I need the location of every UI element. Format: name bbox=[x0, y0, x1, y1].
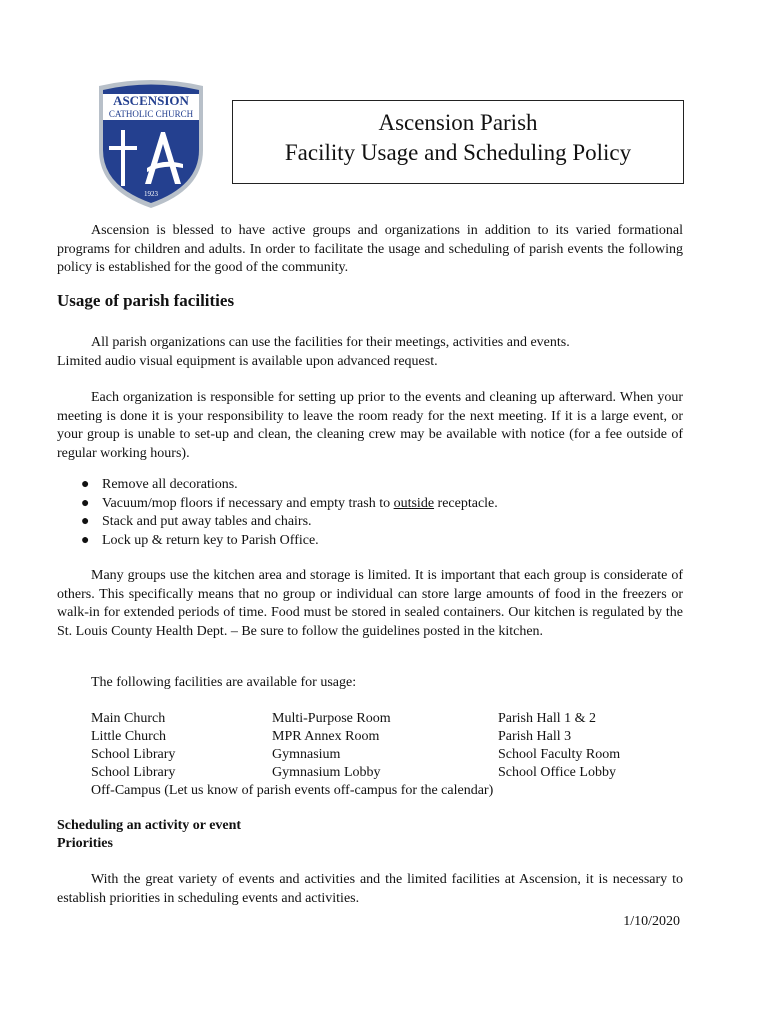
facility-cell: Parish Hall 1 & 2 bbox=[498, 711, 596, 726]
list-item bbox=[57, 476, 498, 495]
priorities-paragraph: With the great variety of events and activities and the limited facilities at Ascension, it is necessary to establish priorities in scheduling events and activities. bbox=[57, 872, 683, 906]
logo-year-text: 1923 bbox=[144, 190, 158, 198]
bullet-icon: ● bbox=[81, 495, 90, 511]
facility-cell: MPR Annex Room bbox=[272, 729, 380, 744]
usage-section-heading: Usage of parish facilities bbox=[57, 291, 235, 310]
table-row bbox=[91, 710, 691, 728]
usage-p1-line-2: Limited audio visual equipment is available upon advanced request. bbox=[57, 353, 438, 369]
table-row bbox=[91, 782, 691, 800]
bullet-icon: ● bbox=[81, 532, 90, 548]
table-row bbox=[91, 764, 691, 782]
list-item-text: Lock up & return key to Parish Office. bbox=[102, 532, 319, 548]
table-row bbox=[91, 746, 691, 764]
underlined-text: outside bbox=[393, 495, 435, 511]
usage-paragraph-2: Each organization is responsible for setting up prior to the events and cleaning up afterward. When your meeting is done it is your responsibility to leave the room ready for the next meeting. If it is a large event, or your group is unable to set-up and clean, the cleaning crew may be available with notice (for a fee outside of regular working hours). bbox=[57, 390, 683, 461]
usage-paragraph-1 bbox=[57, 334, 683, 371]
title-line-2: Facility Usage and Scheduling Policy bbox=[284, 140, 632, 165]
logo-subtitle-text: CATHOLIC CHURCH bbox=[108, 109, 194, 119]
list-item-text: Remove all decorations. bbox=[102, 477, 238, 492]
list-item bbox=[57, 513, 498, 532]
kitchen-paragraph: Many groups use the kitchen area and storage is limited. It is important that each group is considerate of others. This specifically means that no group or individual can store large amounts of food in the freezers or walk-in for extended periods of time. Food must be stored in sealed containers. Our kitchen is regulated by the St. Louis County Health Dept. – Be sure to follow the guidelines posted in the kitchen. bbox=[57, 568, 683, 639]
priorities-heading: Priorities bbox=[57, 836, 113, 851]
facility-cell: Gymnasium bbox=[272, 747, 341, 762]
cleanup-list bbox=[57, 476, 498, 550]
bullet-icon: ● bbox=[81, 514, 90, 529]
facility-cell: School Library bbox=[91, 765, 176, 780]
list-item-text: Vacuum/mop floors if necessary and empty trash to bbox=[102, 495, 394, 511]
facility-cell: School Office Lobby bbox=[498, 765, 616, 780]
facility-cell: Gymnasium Lobby bbox=[272, 765, 381, 780]
facility-cell: Little Church bbox=[91, 729, 167, 744]
facilities-table bbox=[91, 710, 691, 800]
logo-name-text: ASCENSION bbox=[113, 93, 189, 108]
list-item bbox=[57, 495, 498, 514]
list-item bbox=[57, 532, 498, 551]
facility-cell: Parish Hall 3 bbox=[498, 729, 572, 744]
list-item-text: Stack and put away tables and chairs. bbox=[102, 514, 312, 529]
usage-p1-line-1: All parish organizations can use the facilities for their meetings, activities and events. bbox=[91, 335, 570, 350]
facility-cell: Off-Campus (Let us know of parish events off-campus for the calendar) bbox=[91, 783, 494, 798]
intro-paragraph: Ascension is blessed to have active groups and organizations in addition to its varied formational programs for children and adults. In order to facilitate the usage and scheduling of parish events the following policy is established for the good of the community. bbox=[57, 223, 683, 275]
list-item-text: receptacle. bbox=[434, 495, 498, 511]
title-line-1: Ascension Parish bbox=[378, 110, 538, 135]
title-box bbox=[232, 100, 684, 184]
facility-cell: Main Church bbox=[91, 711, 166, 726]
bullet-icon: ● bbox=[81, 477, 90, 492]
facility-cell: School Library bbox=[91, 747, 176, 762]
scheduling-heading: Scheduling an activity or event bbox=[57, 818, 242, 833]
ascension-logo bbox=[95, 80, 207, 210]
footer-date: 1/10/2020 bbox=[623, 914, 680, 929]
table-row bbox=[91, 728, 691, 746]
facility-cell: Multi-Purpose Room bbox=[272, 711, 391, 726]
facility-cell: School Faculty Room bbox=[498, 747, 621, 762]
facilities-intro: The following facilities are available for usage: bbox=[91, 675, 357, 690]
